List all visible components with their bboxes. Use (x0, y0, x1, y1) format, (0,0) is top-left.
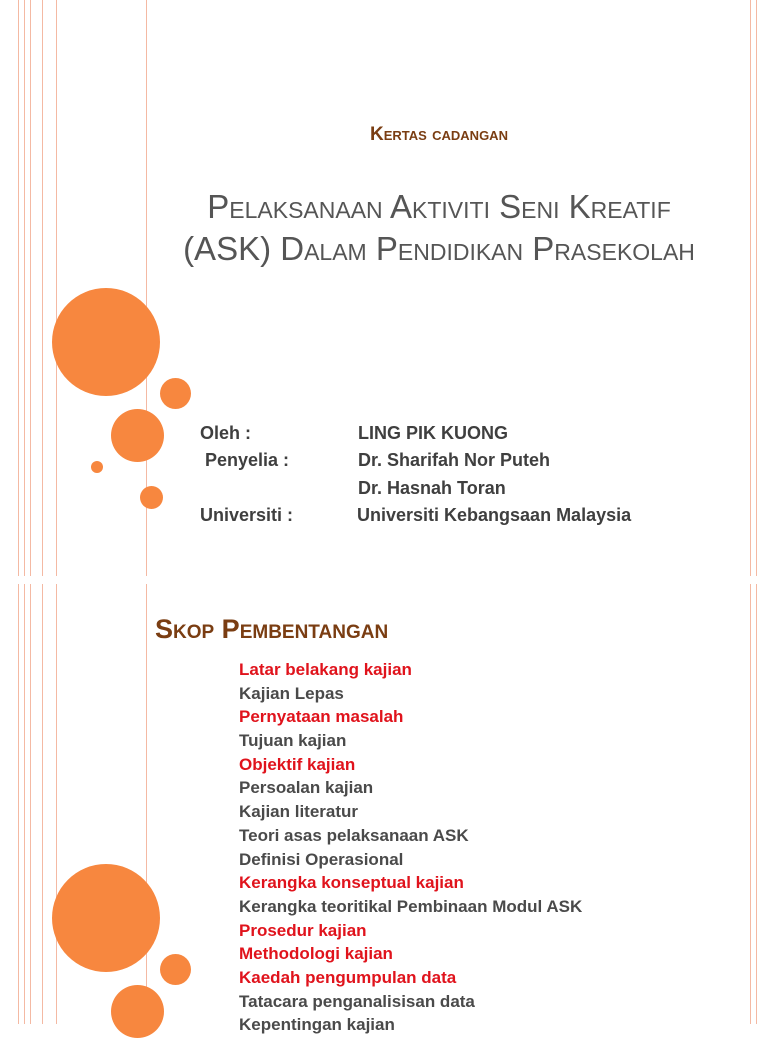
decorative-circle (160, 378, 191, 409)
meta-value: Universiti Kebangsaan Malaysia (357, 505, 632, 525)
section-title: Skop Pembentangan (155, 614, 389, 644)
list-item: Latar belakang kajian (239, 660, 412, 679)
list-item: Tatacara penganalisisan data (239, 991, 475, 1011)
list-item: Objektif kajian (239, 754, 356, 774)
decorative-circle (52, 864, 160, 972)
subtitle: Kertas cadangan (370, 124, 508, 145)
list-item: Kaedah pengumpulan data (239, 967, 457, 987)
list-item: Pernyataan masalah (239, 707, 404, 727)
decorative-line (24, 0, 25, 1024)
decorative-circle (111, 985, 164, 1038)
decorative-line (750, 0, 751, 1024)
list-item: Teori asas pelaksanaan ASK (239, 825, 469, 845)
meta-value: Dr. Sharifah Nor Puteh (358, 450, 551, 470)
title-line-1: Pelaksanaan Aktiviti Seni Kreatif (207, 188, 671, 225)
decorative-line (56, 0, 57, 1024)
decorative-circle (140, 486, 163, 509)
title-line-2: (ASK) Dalam Pendidikan Prasekolah (183, 230, 695, 267)
list-item: Definisi Operasional (239, 849, 404, 869)
decorative-line (146, 0, 147, 1024)
decorative-circle (52, 288, 160, 396)
decorative-circle (160, 954, 191, 985)
list-item: Prosedur kajian (239, 920, 367, 940)
decorative-circle (91, 461, 103, 473)
list-item: Tujuan kajian (239, 731, 347, 751)
list-item: Persoalan kajian (239, 778, 374, 798)
list-item: Kajian literatur (239, 802, 359, 822)
meta-value: LING PIK KUONG (358, 423, 509, 443)
decorative-line (30, 0, 31, 1024)
agenda-list (239, 658, 582, 1037)
decorative-circle (111, 409, 164, 462)
list-item: Methodologi kajian (239, 944, 393, 964)
meta-value: Dr. Hasnah Toran (358, 478, 506, 498)
list-item: Kepentingan kajian (239, 1015, 395, 1035)
meta-key: Universiti : (200, 505, 294, 525)
decorative-line (42, 0, 43, 1024)
slide-divider (0, 576, 768, 584)
meta-key: Penyelia : (205, 450, 290, 470)
meta-key: Oleh : (200, 423, 252, 443)
list-item: Kerangka teoritikal Pembinaan Modul ASK (239, 896, 583, 916)
list-item: Kerangka konseptual kajian (239, 873, 464, 893)
page-title (150, 186, 728, 270)
decorative-line (756, 0, 757, 1024)
list-item: Kajian Lepas (239, 683, 344, 703)
decorative-line (18, 0, 19, 1024)
